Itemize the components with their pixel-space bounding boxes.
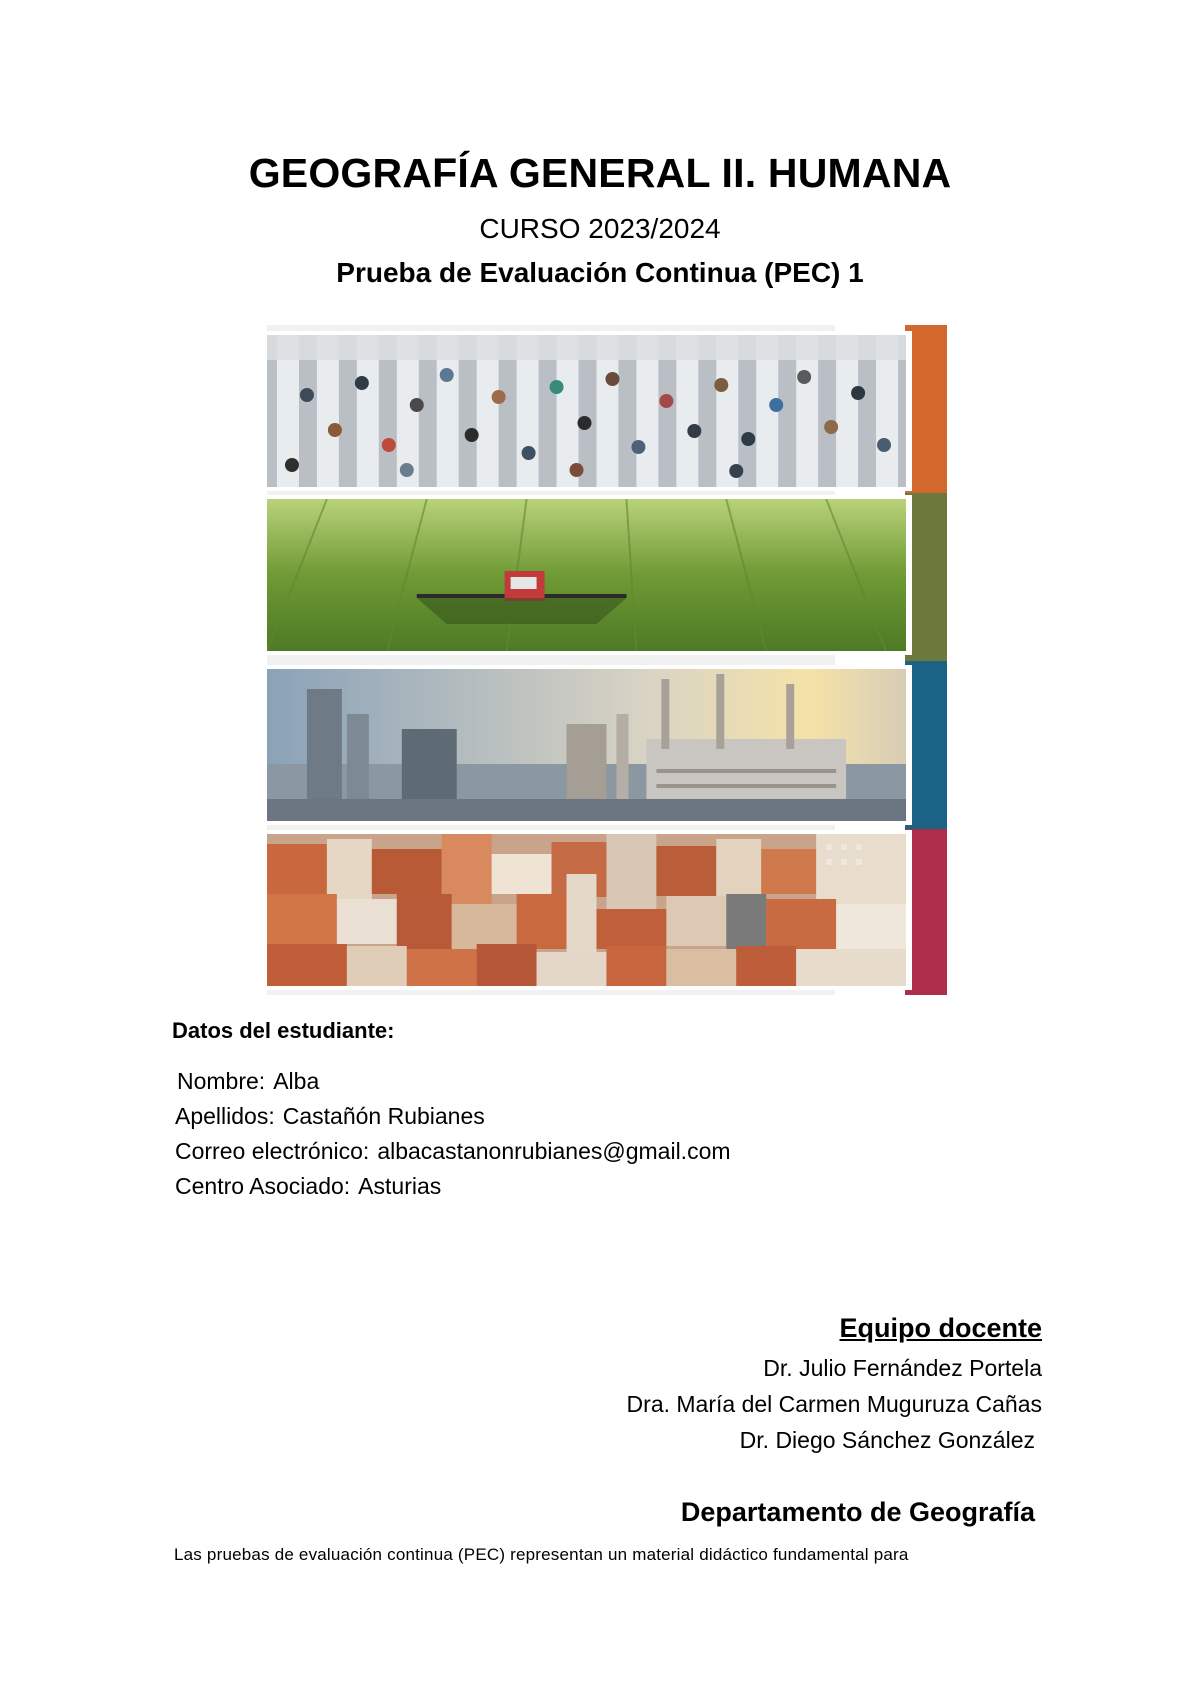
student-email-label: Correo electrónico: (175, 1138, 370, 1164)
photo-farm-field (267, 495, 912, 655)
course-year: CURSO 2023/2024 (479, 213, 721, 244)
photo-crowd-crosswalk (267, 331, 912, 491)
student-name (177, 1068, 319, 1095)
cover-collage (267, 325, 947, 995)
photo-city-rooftops (267, 830, 912, 990)
team-member: Dr. Julio Fernández Portela (763, 1355, 1042, 1381)
team-member: Dra. María del Carmen Muguruza Cañas (626, 1391, 1042, 1417)
student-email-value: albacastanonrubianes@gmail.com (377, 1138, 731, 1164)
team-member: Dr. Diego Sánchez González (739, 1427, 1035, 1453)
student-surnames-value: Castañón Rubianes (282, 1103, 485, 1129)
student-center (175, 1173, 441, 1200)
student-surnames-label: Apellidos: (175, 1103, 275, 1129)
teaching-team-heading: Equipo docente (839, 1313, 1042, 1343)
student-center-label: Centro Asociado: (175, 1173, 351, 1199)
student-data-heading: Datos del estudiante: (172, 1018, 395, 1043)
intro-text: Las pruebas de evaluación continua (PEC) representan un material didáctico fundamental para (174, 1545, 909, 1564)
student-email (175, 1138, 731, 1165)
photo-industrial-port (267, 665, 912, 825)
document-title: GEOGRAFÍA GENERAL II. HUMANA (248, 150, 952, 196)
student-center-value: Asturias (358, 1173, 442, 1199)
student-surnames (175, 1103, 485, 1130)
department-name: Departamento de Geografía (680, 1497, 1035, 1527)
student-name-label: Nombre: (177, 1068, 266, 1094)
document-subtitle: Prueba de Evaluación Continua (PEC) 1 (336, 257, 864, 288)
student-name-value: Alba (273, 1068, 320, 1094)
